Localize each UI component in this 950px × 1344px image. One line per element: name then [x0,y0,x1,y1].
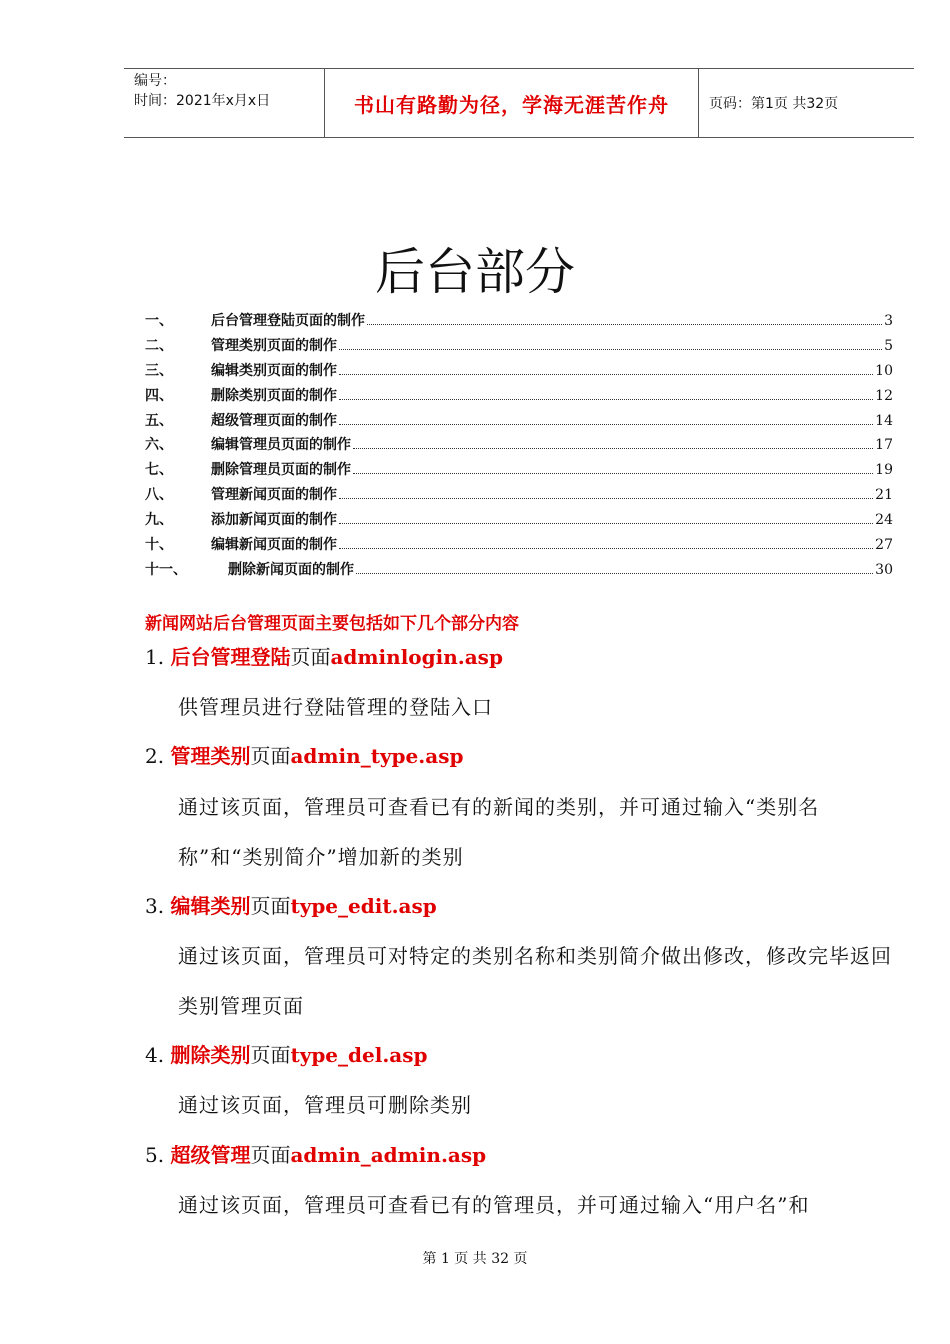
toc-number: 七、 [145,462,173,479]
section-name: 编辑类别 [170,894,251,918]
toc-entry[interactable] [145,310,893,335]
section-description: 通过该页面，管理员可查看已有的新闻的类别，并可通过输入“类别名称”和“类别简介”增加新的类别 [178,795,820,869]
toc-page: 30 [875,561,893,578]
toc-page: 12 [875,387,893,404]
toc-label: 删除管理员页面的制作 [211,462,351,479]
section-number: 3. [145,894,165,918]
toc-label: 删除类别页面的制作 [211,387,337,404]
section-description: 供管理员进行登陆管理的登陆入口 [178,695,493,719]
time-label: 时间：2021年x月x日 [134,93,271,109]
toc-leader [339,424,873,425]
section-name: 后台管理登陆 [170,645,291,669]
toc-leader [339,374,873,375]
toc-label: 管理类别页面的制作 [211,337,337,354]
toc-number: 五、 [145,412,173,429]
header-motto: 书山有路勤为径，学海无涯苦作舟 [325,69,699,137]
toc-number: 四、 [145,387,173,404]
toc-label: 编辑管理员页面的制作 [211,437,351,454]
section-number: 5. [145,1143,165,1167]
toc-label: 编辑类别页面的制作 [211,362,337,379]
toc-leader [367,324,882,325]
section-name: 管理类别 [170,744,251,768]
toc-page: 24 [875,512,893,529]
section-heading [145,743,463,769]
toc-page: 5 [884,337,893,354]
section-file: type_del.asp [290,1043,428,1067]
toc-entry[interactable] [145,434,893,459]
toc-leader [353,448,873,449]
section-description: 通过该页面，管理员可对特定的类别名称和类别简介做出修改，修改完毕返回类别管理页面 [178,944,892,1018]
section-file: type_edit.asp [290,894,437,918]
toc-leader [339,523,873,524]
page-header [124,68,914,138]
section-name: 超级管理 [170,1143,251,1167]
header-meta [124,69,325,137]
toc-label: 后台管理登陆页面的制作 [211,313,365,329]
section-file: adminlogin.asp [330,645,503,669]
header-page-info: 页码：第1页 共32页 [709,96,839,112]
intro-heading: 新闻网站后台管理页面主要包括如下几个部分内容 [145,614,519,634]
section-description: 通过该页面，管理员可删除类别 [178,1093,472,1117]
document-title: 后台部分 [375,243,575,301]
toc-leader [356,573,873,574]
section-name: 删除类别 [170,1043,251,1067]
section-heading [145,893,437,919]
toc-entry[interactable] [145,534,893,559]
toc-number: 三、 [145,362,173,379]
section-file: admin_type.asp [290,744,464,768]
toc-page: 19 [875,462,893,479]
toc-page: 14 [875,412,893,429]
section-mid: 页面 [250,1043,291,1067]
toc-entry[interactable] [145,509,893,534]
toc-label: 编辑新闻页面的制作 [211,537,337,554]
section-mid: 页面 [250,894,291,918]
toc-page: 27 [875,537,893,554]
table-of-contents [145,310,893,584]
toc-number: 十、 [145,537,173,554]
toc-leader [353,473,873,474]
toc-leader [339,548,873,549]
toc-leader [339,498,873,499]
section-number: 1. [145,645,165,669]
toc-label: 添加新闻页面的制作 [211,512,337,529]
toc-entry[interactable] [145,484,893,509]
page-footer: 第 1 页 共 32 页 [422,1251,528,1267]
toc-page: 3 [884,313,893,329]
section-heading [145,1042,428,1068]
toc-entry[interactable] [145,559,893,584]
toc-number: 一、 [145,313,173,329]
toc-entry[interactable] [145,335,893,360]
toc-number: 二、 [145,337,173,354]
section-heading [145,644,503,670]
toc-number: 九、 [145,512,173,529]
toc-number: 六、 [145,437,173,454]
toc-label: 管理新闻页面的制作 [211,487,337,504]
toc-leader [339,349,882,350]
toc-entry[interactable] [145,385,893,410]
section-mid: 页面 [290,645,331,669]
toc-page: 17 [875,437,893,454]
toc-page: 10 [875,362,893,379]
toc-entry[interactable] [145,459,893,484]
toc-number: 十一、 [145,561,187,578]
toc-label: 超级管理页面的制作 [211,412,337,429]
toc-label: 删除新闻页面的制作 [228,561,354,578]
toc-entry[interactable] [145,410,893,435]
section-mid: 页面 [250,1143,291,1167]
number-label: 编号： [134,73,176,89]
section-heading [145,1142,486,1168]
section-file: admin_admin.asp [290,1143,487,1167]
section-description: 通过该页面，管理员可查看已有的管理员，并可通过输入“用户名”和 [178,1193,810,1217]
section-number: 4. [145,1043,165,1067]
toc-page: 21 [875,487,893,504]
toc-entry[interactable] [145,360,893,385]
section-number: 2. [145,744,165,768]
toc-leader [339,399,873,400]
toc-number: 八、 [145,487,173,504]
section-mid: 页面 [250,744,291,768]
